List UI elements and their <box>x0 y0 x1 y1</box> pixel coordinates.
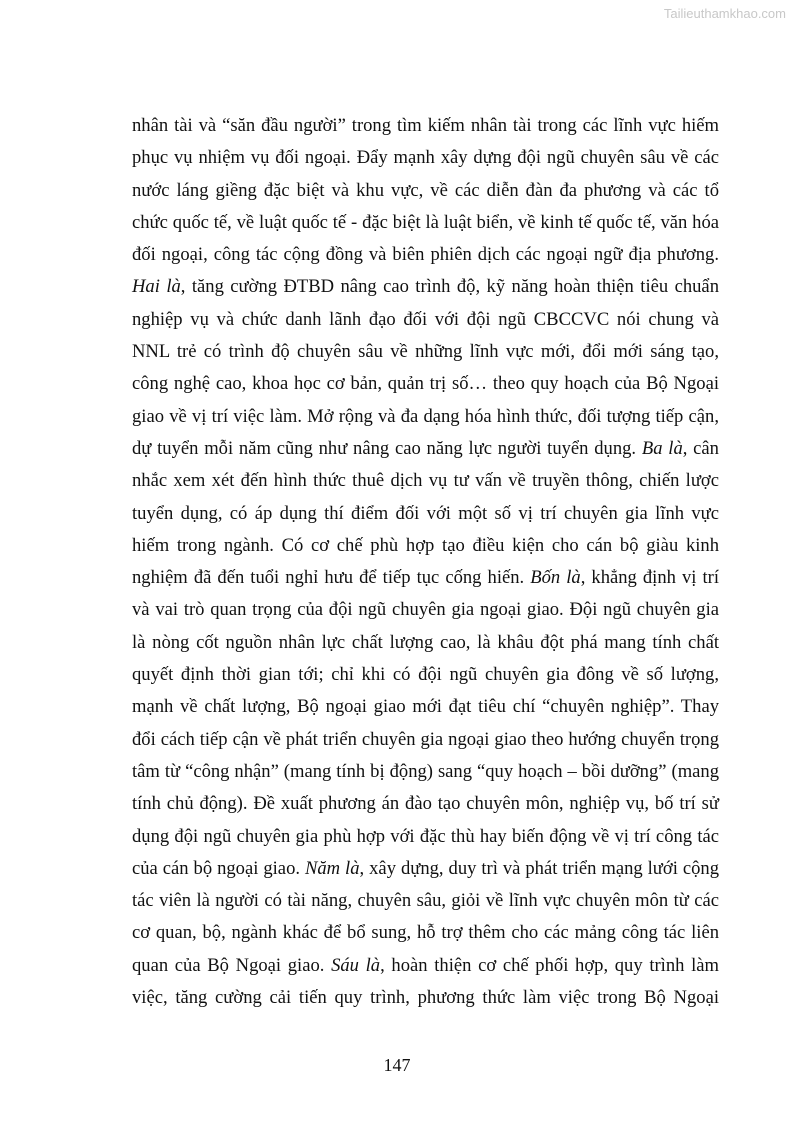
text-line <box>132 564 719 596</box>
italic-phrase: Ba là <box>641 437 683 459</box>
text-segment: nghiệm đã đến tuổi nghỉ hưu để tiếp tục cống hiến. <box>132 567 531 589</box>
text-segment: nghiệp vụ và chức danh lãnh đạo đối với đội ngũ CBCCVC nói chung và <box>132 308 719 330</box>
text-line <box>132 726 719 758</box>
text-segment: tuyển dụng, có áp dụng thí điểm đối với một số vị trí chuyên gia lĩnh vực <box>132 502 719 524</box>
text-segment: , hoàn thiện cơ chế phối hợp, quy trình làm <box>380 954 719 976</box>
text-segment: , khẳng định vị trí <box>580 567 719 589</box>
text-segment: dụng đội ngũ chuyên gia phù hợp với đặc thù hay biến động về vị trí công tác <box>132 825 719 847</box>
text-segment: quyết định thời gian tới; chỉ khi có đội ngũ chuyên gia đông về số lượng, <box>132 664 719 686</box>
text-line <box>132 855 719 887</box>
italic-phrase: Sáu là <box>331 954 381 976</box>
text-line <box>132 241 719 273</box>
text-segment: là nòng cốt nguồn nhân lực chất lượng cao, là khâu đột phá mang tính chất <box>132 631 719 653</box>
text-line <box>132 790 719 822</box>
text-segment: hiếm trong ngành. Có cơ chế phù hợp tạo điều kiện cho cán bộ giàu kinh <box>132 534 719 556</box>
text-segment: , xây dựng, duy trì và phát triển mạng lưới cộng <box>359 857 719 879</box>
text-line <box>132 661 719 693</box>
text-line <box>132 370 719 402</box>
text-line <box>132 403 719 435</box>
italic-phrase: Năm là <box>304 857 360 879</box>
text-segment: , cân <box>682 437 719 459</box>
text-segment: tâm từ “công nhận” (mang tính bị động) sang “quy hoạch – bồi dưỡng” (mang <box>132 760 719 782</box>
text-line <box>132 177 719 209</box>
text-segment: NNL trẻ có trình độ chuyên sâu về những lĩnh vực mới, đổi mới sáng tạo, <box>132 341 719 363</box>
text-line <box>132 887 719 919</box>
text-segment: việc, tăng cường cải tiến quy trình, phương thức làm việc trong Bộ Ngoại <box>132 987 719 1009</box>
text-segment: và vai trò quan trọng của đội ngũ chuyên gia ngoại giao. Đội ngũ chuyên gia <box>132 599 719 621</box>
text-line <box>132 919 719 951</box>
text-line <box>132 984 719 1016</box>
text-segment: nhân tài và “săn đầu người” trong tìm kiếm nhân tài trong các lĩnh vực hiếm <box>132 115 719 136</box>
text-line <box>132 823 719 855</box>
text-segment: quan của Bộ Ngoại giao. <box>132 954 332 976</box>
text-line <box>132 467 719 499</box>
body-text <box>132 112 719 1016</box>
text-segment: nước láng giềng đặc biệt và khu vực, về các diễn đàn đa phương và các tổ <box>132 179 719 201</box>
text-segment: công nghệ cao, khoa học cơ bản, quản trị số… theo quy hoạch của Bộ Ngoại <box>132 373 719 395</box>
text-line <box>132 435 719 467</box>
text-line <box>132 306 719 338</box>
text-line <box>132 629 719 661</box>
text-segment: tác viên là người có tài năng, chuyên sâu, giỏi về lĩnh vực chuyên môn từ các <box>132 890 719 912</box>
text-line <box>132 144 719 176</box>
text-line <box>132 596 719 628</box>
text-segment: của cán bộ ngoại giao. <box>132 857 305 879</box>
text-line <box>132 693 719 725</box>
text-line <box>132 758 719 790</box>
text-segment: giao về vị trí việc làm. Mở rộng và đa dạng hóa hình thức, đối tượng tiếp cận, <box>132 405 719 427</box>
text-segment: dự tuyển mỗi năm cũng như nâng cao năng lực người tuyển dụng. <box>132 437 642 459</box>
italic-phrase: Hai là <box>132 276 181 298</box>
text-line <box>132 273 719 305</box>
text-line <box>132 209 719 241</box>
text-segment: đổi cách tiếp cận về phát triển chuyên gia ngoại giao theo hướng chuyển trọng <box>132 728 719 750</box>
text-segment: , tăng cường ĐTBD nâng cao trình độ, kỹ năng hoàn thiện tiêu chuẩn <box>180 276 719 298</box>
text-segment: chức quốc tế, về luật quốc tế - đặc biệt là luật biển, về kinh tế quốc tế, văn hóa <box>132 211 719 233</box>
text-segment: cơ quan, bộ, ngành khác để bổ sung, hỗ trợ thêm cho các mảng công tác liên <box>132 922 719 944</box>
page-number: 147 <box>383 1055 411 1075</box>
text-segment: nhắc xem xét đến hình thức thuê dịch vụ tư vấn về truyền thông, chiến lược <box>132 470 719 492</box>
italic-phrase: Bốn là <box>530 567 581 589</box>
text-segment: phục vụ nhiệm vụ đối ngoại. Đẩy mạnh xây dựng đội ngũ chuyên sâu về các <box>132 147 719 169</box>
text-segment: đối ngoại, công tác cộng đồng và biên phiên dịch các ngoại ngữ địa phương. <box>132 244 719 266</box>
watermark: Tailieuthamkhao.com <box>663 6 786 21</box>
text-segment: mạnh về chất lượng, Bộ ngoại giao mới đạt tiêu chí “chuyên nghiệp”. Thay <box>132 696 719 718</box>
text-line <box>132 112 719 144</box>
text-line <box>132 532 719 564</box>
text-line <box>132 338 719 370</box>
text-line <box>132 500 719 532</box>
text-line <box>132 952 719 984</box>
text-segment: tính chủ động). Đề xuất phương án đào tạo chuyên môn, nghiệp vụ, bố trí sử <box>132 793 719 815</box>
